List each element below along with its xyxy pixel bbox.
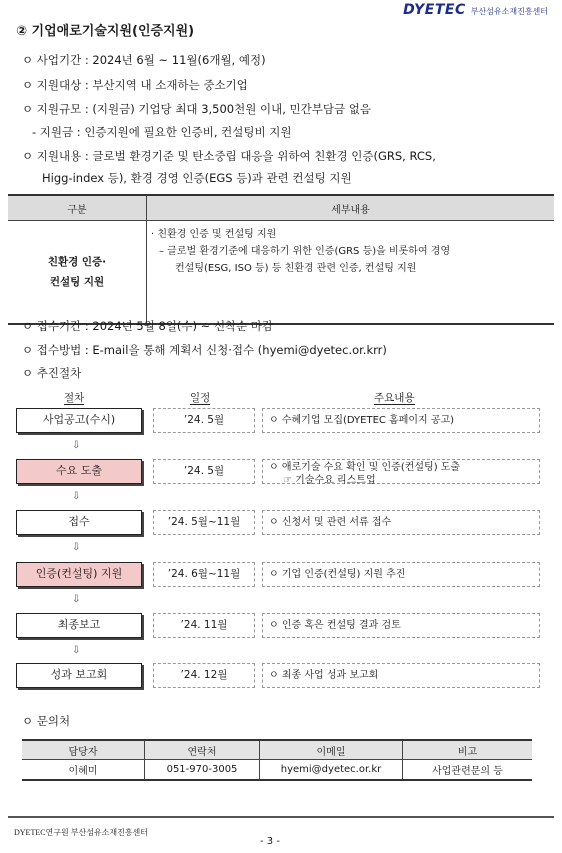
procedure-header-content: [374, 390, 415, 405]
down-arrow-icon: ⇩: [72, 645, 81, 656]
footer-org: DYETEC연구원 부산섬유소재진흥센터: [14, 828, 149, 837]
contact-note: 사업관련문의 등: [403, 760, 533, 781]
procedure-header-step: [64, 390, 84, 405]
down-arrow-icon: ⇩: [72, 542, 81, 553]
procedure-content: ㅇ 수혜기업 모집(DYETEC 홈페이지 공고): [262, 408, 540, 433]
category-line: 컨설팅 지원: [49, 276, 105, 288]
procedure-date: ’24. 11월: [153, 613, 255, 638]
table-header-detail: 세부내용: [147, 195, 555, 221]
procedure-step: 접수: [16, 510, 142, 535]
table-detail-cell: [147, 221, 555, 325]
detail-line: – 글로벌 환경기준에 대응하기 위한 인증(GRS 등)을 비롯하여 경영: [159, 246, 451, 257]
intro-line-fund: - 지원금 : 인증지원에 필요한 인증비, 컨설팅비 지원: [32, 125, 292, 139]
contact-name: 이혜미: [22, 760, 145, 781]
procedure-content: ㅇ 인증 혹은 컨설팅 결과 검토: [262, 613, 540, 638]
detail-line: 컨설팅(ESG, ISO 등) 등 친환경 관련 인증, 컨설팅 지원: [175, 263, 417, 274]
procedure-header-content-text: 주요내용: [374, 392, 415, 404]
apply-period-line: ㅇ 접수기간 : 2024년 5월 8일(수) ~ 선착순 마감: [22, 319, 274, 333]
intro-line-period: ㅇ 사업기간 : 2024년 6월 ~ 11월(6개월, 예정): [22, 53, 266, 67]
intro-line-content-cont: Higg-index 등), 환경 경영 인증(EGS 등)과 관련 컨설팅 지원: [42, 171, 352, 185]
section-title: ② 기업애로기술지원(인증지원): [16, 24, 195, 39]
page-number: - 3 -: [260, 836, 280, 847]
procedure-date: ’24. 5월: [153, 459, 255, 484]
procedure-date: ’24. 5월: [153, 408, 255, 433]
contact-email[interactable]: hyemi@dyetec.or.kr: [260, 760, 403, 781]
logo-brand: DYETEC: [403, 2, 466, 18]
procedure-step: 수요 도출: [16, 459, 142, 484]
procedure-content: ㅇ 신청서 및 관련 서류 접수: [262, 510, 540, 535]
contact-title: ㅇ 문의처: [22, 714, 71, 728]
procedure-date: ’24. 6월~11월: [153, 562, 255, 587]
procedure-header-step-text: 절차: [64, 392, 85, 404]
table-row: [22, 760, 532, 781]
contact-phone: 051-970-3005: [145, 760, 260, 781]
procedure-content-line: ㅇ 애로기술 수요 확인 및 인증(컨설팅) 도출: [269, 462, 461, 473]
intro-line-target: ㅇ 지원대상 : 부산지역 내 소재하는 중소기업: [22, 78, 248, 92]
support-detail-table: [8, 194, 554, 325]
footer-divider: [8, 816, 554, 818]
dyetec-logo: [403, 2, 548, 18]
procedure-step: 사업공고(수시): [16, 408, 142, 433]
contact-header-name: 담당자: [22, 740, 145, 760]
contact-header-phone: 연락처: [145, 740, 260, 760]
down-arrow-icon: ⇩: [72, 491, 81, 502]
procedure-content: ㅇ 최종 사업 성과 보고회: [262, 663, 540, 688]
down-arrow-icon: ⇩: [72, 440, 81, 451]
contact-header-note: 비고: [403, 740, 533, 760]
procedure-step: 인증(컨설팅) 지원: [16, 562, 142, 587]
contact-table: [22, 739, 532, 781]
contact-header-email: 이메일: [260, 740, 403, 760]
procedure-content: ㅇ 기업 인증(컨설팅) 지원 추진: [262, 562, 540, 587]
procedure-date: ’24. 12월: [153, 663, 255, 688]
table-category-cell: [8, 221, 147, 325]
procedure-step: 성과 보고회: [16, 663, 142, 688]
apply-method-line: ㅇ 접수방법 : E-mail을 통해 계획서 신청·접수 (hyemi@dyetec.or.krr): [22, 343, 387, 357]
procedure-title: ㅇ 추진절차: [22, 366, 82, 380]
intro-line-content: ㅇ 지원내용 : 글로벌 환경기준 및 탄소중립 대응을 위하여 친환경 인증(GRS, RCS,: [22, 149, 436, 163]
procedure-header-date-text: 일정: [190, 392, 211, 404]
procedure-header-date: [190, 390, 210, 405]
procedure-content: [262, 459, 540, 484]
procedure-content-line: ☞ 기술수요 리스트업: [283, 475, 376, 486]
intro-line-scale: ㅇ 지원규모 : (지원금) 기업당 최대 3,500천원 이내, 민간부담금 없음: [22, 102, 371, 116]
logo-org: 부산섬유소재진흥센터: [470, 7, 548, 16]
category-line: 친환경 인증·: [47, 256, 107, 268]
detail-line: · 친환경 인증 및 컨설팅 지원: [151, 229, 277, 240]
procedure-date: ’24. 5월~11월: [153, 510, 255, 535]
procedure-step: 최종보고: [16, 613, 142, 638]
table-header-category: 구분: [8, 195, 147, 221]
down-arrow-icon: ⇩: [72, 594, 81, 605]
